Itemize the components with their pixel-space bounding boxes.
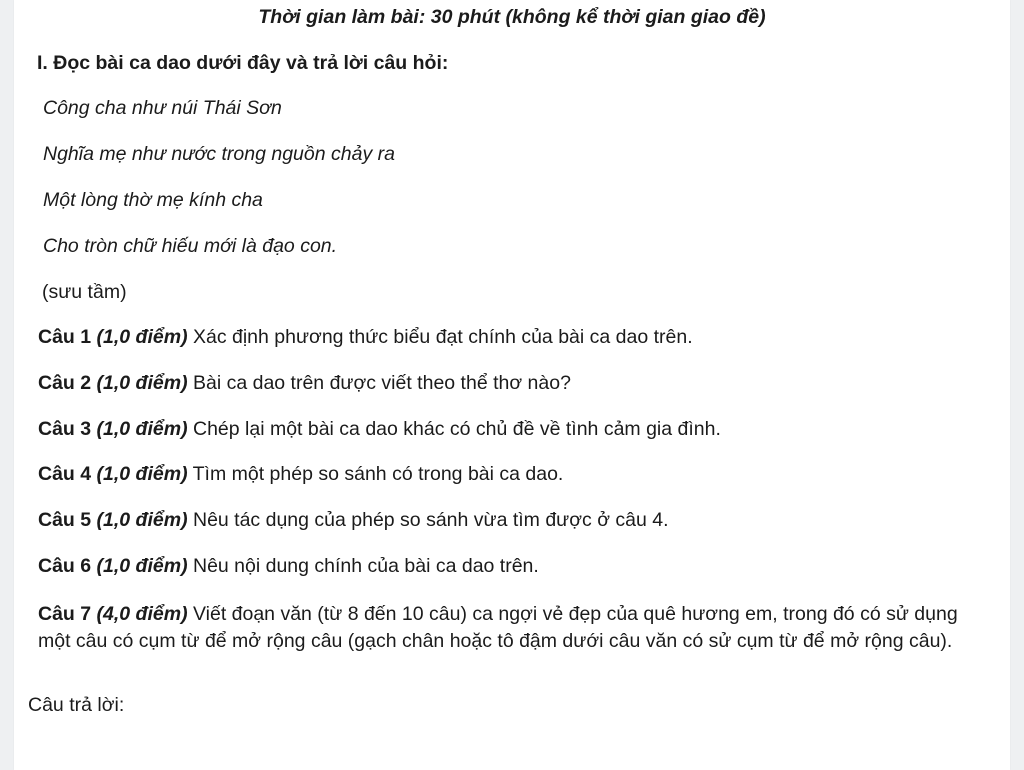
poem-line: Nghĩa mẹ như nước trong nguồn chảy ra [43, 143, 395, 165]
question-number: Câu 7 [38, 603, 92, 625]
question-number: Câu 5 [38, 509, 92, 531]
question-score: (4,0 điểm) [96, 603, 188, 625]
question-4 [38, 463, 563, 486]
question-number: Câu 4 [38, 463, 92, 485]
question-number: Câu 6 [38, 555, 92, 577]
question-text: Nêu nội dung chính của bài ca dao trên. [192, 555, 539, 577]
question-score: (1,0 điểm) [96, 463, 188, 485]
question-score: (1,0 điểm) [96, 509, 188, 531]
poem-source: (sưu tầm) [42, 281, 127, 303]
poem-line: Một lòng thờ mẹ kính cha [43, 189, 263, 211]
question-score: (1,0 điểm) [96, 418, 188, 440]
question-text: Tìm một phép so sánh có trong bài ca dao. [192, 463, 564, 485]
exam-time-header: Thời gian làm bài: 30 phút (không kể thời gian giao đề) [258, 6, 766, 28]
question-text: Viết đoạn văn (từ 8 đến 10 câu) ca ngợi vẻ đẹp của quê hương em, trong đó có sử dụng [192, 603, 958, 625]
question-score: (1,0 điểm) [96, 326, 188, 348]
question-text: Nêu tác dụng của phép so sánh vừa tìm được ở câu 4. [192, 509, 669, 531]
question-7 [38, 601, 1024, 655]
question-2 [38, 372, 571, 395]
question-7-line-2: một câu có cụm từ để mở rộng câu (gạch chân hoặc tô đậm dưới câu văn có sử cụm từ để mở rộng câu). [38, 630, 953, 652]
question-text: Bài ca dao trên được viết theo thể thơ nào? [192, 372, 571, 394]
question-number: Câu 1 [38, 326, 92, 348]
answer-label: Câu trả lời: [28, 694, 125, 716]
section-heading: I. Đọc bài ca dao dưới đây và trả lời câu hỏi: [37, 52, 449, 74]
question-score: (1,0 điểm) [96, 372, 188, 394]
question-text: Chép lại một bài ca dao khác có chủ đề về tình cảm gia đình. [192, 418, 721, 440]
poem-line: Công cha như núi Thái Sơn [43, 97, 282, 119]
question-1 [38, 326, 693, 349]
question-score: (1,0 điểm) [96, 555, 188, 577]
question-text: Xác định phương thức biểu đạt chính của bài ca dao trên. [192, 326, 693, 348]
question-7-line-1 [38, 601, 1024, 628]
question-3 [38, 418, 721, 441]
question-number: Câu 3 [38, 418, 92, 440]
question-6 [38, 555, 539, 578]
poem-line: Cho tròn chữ hiếu mới là đạo con. [43, 235, 338, 257]
question-number: Câu 2 [38, 372, 92, 394]
question-5 [38, 509, 669, 532]
